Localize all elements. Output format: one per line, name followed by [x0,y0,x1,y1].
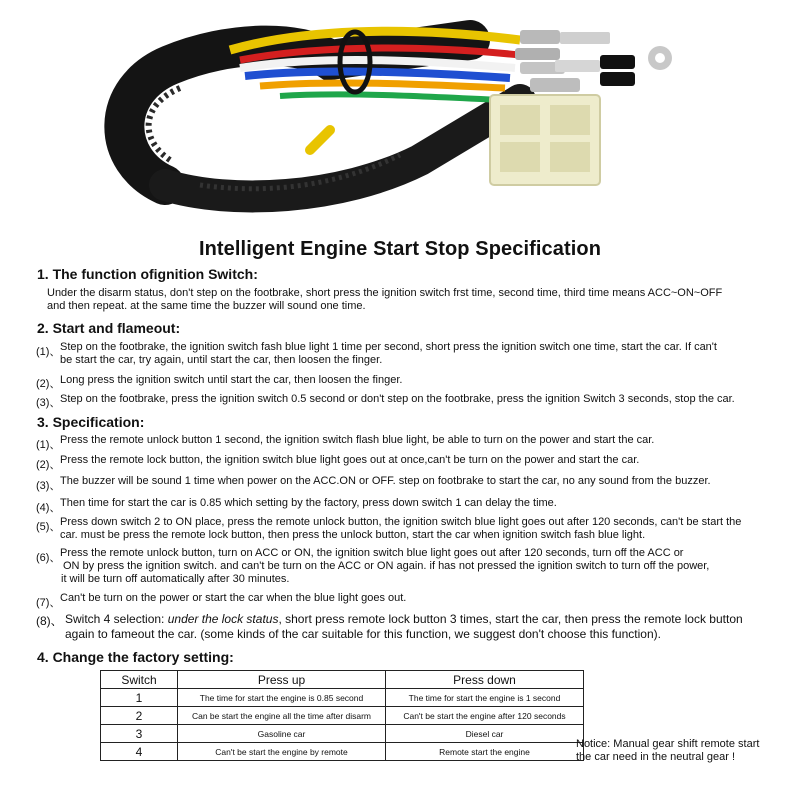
switch-number: 3 [101,725,178,743]
wiring-harness-photo [0,0,800,230]
list-item-line: Then time for start the car is 0.85 which setting by the factory, press down switch 1 can delay the time. [60,497,557,509]
list-item-line: The buzzer will be sound 1 time when power on the ACC.ON or OFF. step on footbrake to start the car, no any sound from the buzzer. [60,475,711,487]
press-up-cell: Can't be start the engine by remote [178,743,386,761]
list-item-line: Step on the footbrake, press the ignition switch 0.5 second or don't step on the footbrake, press the ignition Switch 3 seconds, stop the car. [60,393,735,405]
list-item [60,592,406,605]
list-item [60,497,557,510]
notice-line: Notice: Manual gear shift remote start [576,738,760,750]
list-item-number: (2)、 [36,459,61,471]
list-item-line: Press the remote lock button, the ignition switch blue light goes out at once,can't be turn on the power and start the car. [60,454,640,466]
section-1-line: and then repeat. at the same time the buzzer will sound one time. [47,300,366,312]
list-item-line: Press the remote unlock button 1 second, the ignition switch flash blue light, be able to turn on the power and start the car. [60,434,655,446]
lock-status-emphasis: under the lock status [167,612,279,626]
list-item [60,454,639,467]
factory-setting-table [100,670,584,761]
list-item-line: car. must be press the remote lock button, then press the unlock button, start the car when ignition switch fash blue light. [60,529,646,541]
section-1-line: Under the disarm status, don't step on the footbrake, short press the ignition switch frst time, second time, third time means ACC~ON~OFF [47,287,723,299]
list-item-line: Can't be turn on the power or start the car when the blue light goes out. [60,592,407,604]
list-item [60,516,741,542]
section-2-heading: 2. Start and flameout: [37,320,181,336]
header-switch: Switch [101,671,178,689]
list-item-line [65,612,743,627]
table-row [101,707,584,725]
switch-4-label: Switch 4 selection: [65,612,168,626]
list-item-line: again to fameout the car. (some kinds of the car suitable for this function, we suggest don't choose this function). [65,627,661,641]
list-item-line: ON by press the ignition switch. and can't be turn on the ACC or ON again. if has not pressed the ignition switch to turn off the power, [63,560,710,572]
table-row [101,689,584,707]
switch-number: 1 [101,689,178,707]
press-down-cell: The time for start the engine is 1 second [386,689,584,707]
list-item-number: (7)、 [36,597,61,609]
press-down-cell: Can't be start the engine after 120 seconds [386,707,584,725]
switch-4-description: , short press remote lock button 3 times, start the car, then press the remote lock button [278,612,743,626]
list-item-number: (3)、 [36,397,61,409]
list-item-number: (3)、 [36,480,61,492]
press-up-cell: Can be start the engine all the time after disarm [178,707,386,725]
list-item-number: (2)、 [36,378,61,390]
table-row [101,725,584,743]
page-title: Intelligent Engine Start Stop Specification [198,238,602,260]
list-item-number: (5)、 [36,521,61,533]
list-item-line: it will be turn off automatically after 30 minutes. [61,573,290,585]
list-item-number: (4)、 [36,502,61,514]
section-1-heading: 1. The function ofignition Switch: [37,266,258,282]
list-item-line: Long press the ignition switch until start the car, then loosen the finger. [60,374,403,386]
list-item-line: Step on the footbrake, the ignition switch fash blue light 1 time per second, short press the ignition switch one time, start the car. If can't [60,341,717,353]
press-up-cell: Gasoline car [178,725,386,743]
press-up-cell: The time for start the engine is 0.85 second [178,689,386,707]
press-down-cell: Remote start the engine [386,743,584,761]
list-item [60,393,735,406]
list-item [65,612,743,642]
press-down-cell: Diesel car [386,725,584,743]
section-3-heading: 3. Specification: [37,414,145,430]
switch-number: 2 [101,707,178,725]
list-item-number: (1)、 [36,439,61,451]
header-press-up: Press up [178,671,386,689]
list-item-line: Press the remote unlock button, turn on ACC or ON, the ignition switch blue light goes out after 120 seconds, turn off the ACC or [60,547,684,559]
list-item [60,341,717,367]
list-item [60,374,402,387]
switch-number: 4 [101,743,178,761]
list-item [60,547,709,586]
header-press-down: Press down [386,671,584,689]
table-row [101,743,584,761]
list-item-line: be start the car, try again, until start the car, then loosen the finger. [60,354,383,366]
list-item-number: (6)、 [36,552,61,564]
list-item-number: (8)、 [36,614,63,628]
table-header-row [101,671,584,689]
list-item-number: (1)、 [36,346,61,358]
notice-line: the car need in the neutral gear ! [576,751,735,763]
section-4-heading: 4. Change the factory setting: [37,649,234,665]
section-1-text [47,287,722,313]
list-item-line: Press down switch 2 to ON place, press the remote unlock button, the ignition switch blue light goes out after 120 seconds, can't be start the [60,516,742,528]
list-item [60,434,654,447]
list-item [60,475,711,488]
manual-gear-notice [576,738,759,764]
